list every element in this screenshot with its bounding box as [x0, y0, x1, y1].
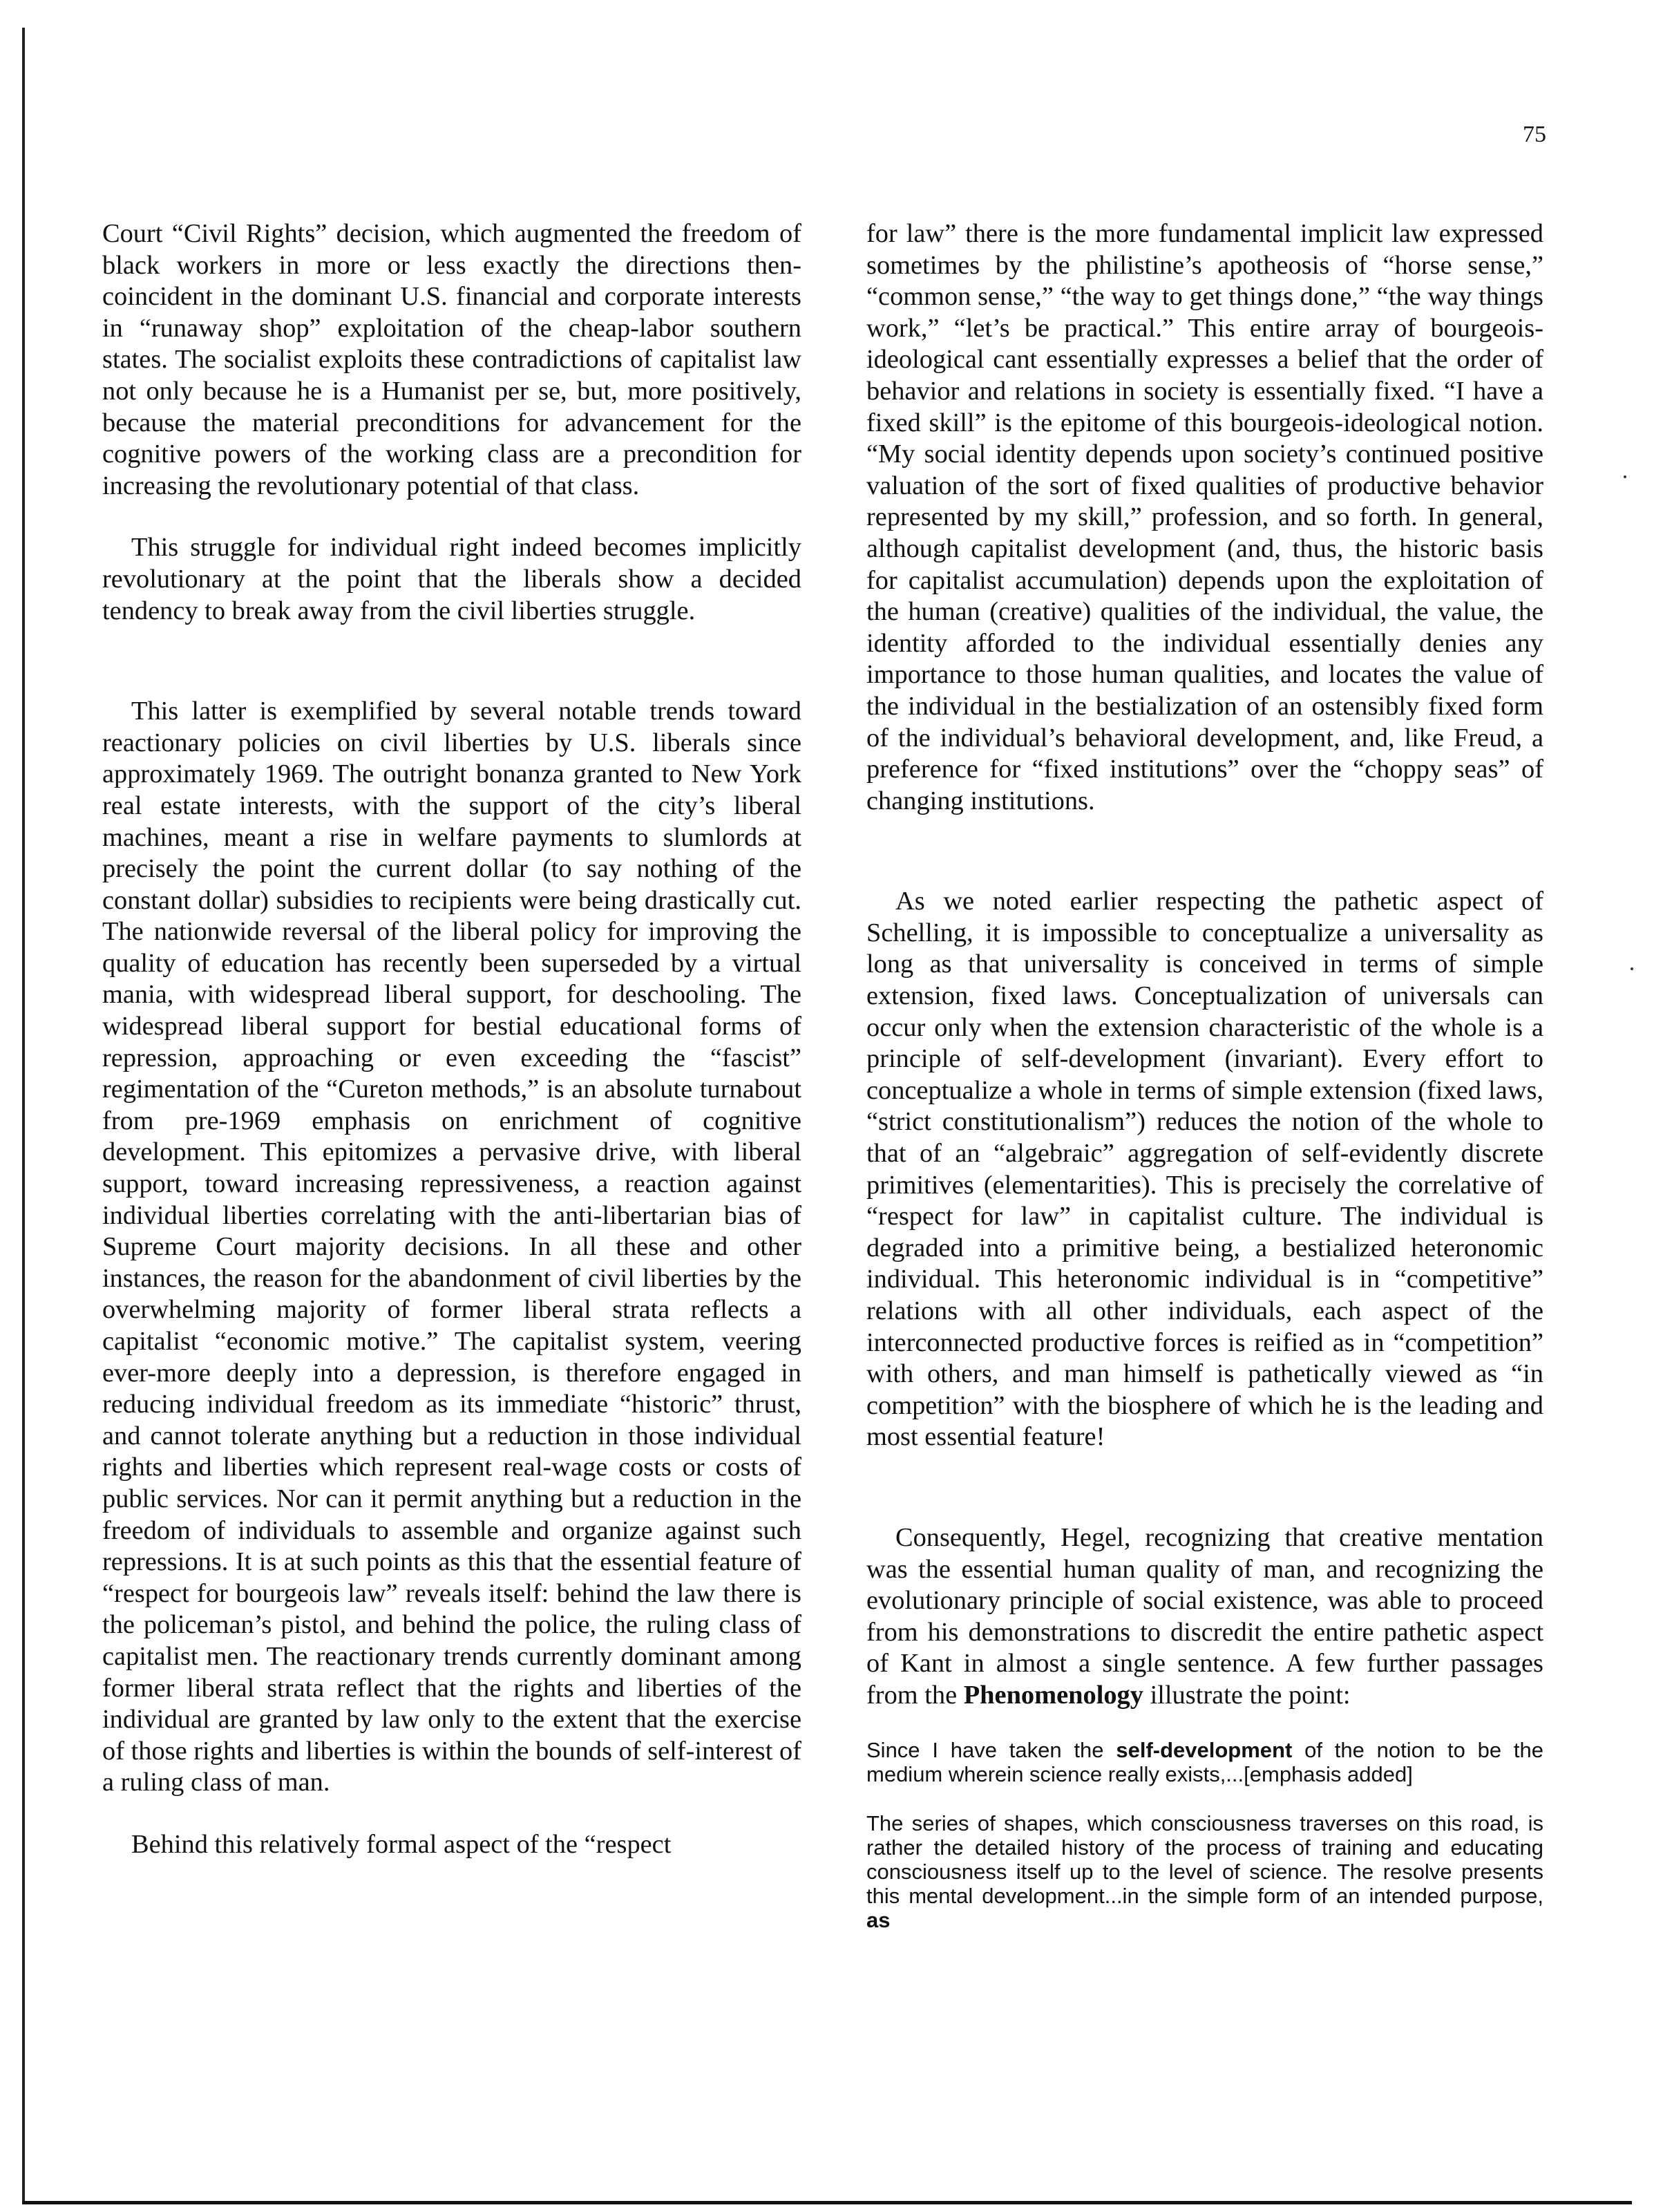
paragraph: As we noted earlier respecting the pathetic aspect of Schelling, it is impossible to conceptualize a universality as long as that universality is conceived in terms of simple extension, fixed laws. Conceptualization of universals can occur only when the extension characteristic of the whole is a principle of self-development (invariant). Every effort to conceptualize a whole in terms of simple extension (fixed laws, “strict constitutionalism”) reduces the notion of the whole to that of an “algebraic” aggregation of self-evidently discrete primitives (elementarities). This is precisely the correlative of “respect for law” in capitalist culture. The individual is degraded into a primitive being, a bestialized heteronomic individual. This heteronomic individual is in “competitive” relations with all other individuals, each aspect of the interconnected productive forces is reified as in “competition” with others, and man himself is pathetically viewed as “in competition” with the biosphere of which he is the leading and most essential feature! — [866, 887, 1543, 1452]
block-quote — [866, 1811, 1543, 1932]
page-number: 75 — [1523, 122, 1546, 147]
paragraph — [866, 1522, 1543, 1712]
page-edge-rule — [22, 28, 25, 2204]
paragraph: This latter is exemplified by several notable trends toward reactionary policies on civil liberties by U.S. liberals since approximately 1969. The outright bonanza granted to New York real estate interests, with the support of the city’s liberal machines, meant a rise in welfare payments to slumlords at precisely the point the current dollar (to say nothing of the constant dollar) subsidies to recipients were being drastically cut. The nationwide reversal of the liberal policy for improving the quality of education has recently been superseded by a virtual mania, with widespread liberal support, for deschooling. The widespread liberal support for bestial educational forms of repression, approaching or even exceeding the “fascist” regimentation of the “Cureton methods,” is an absolute turnabout from pre-1969 emphasis on enrichment of cognitive development. This epitomizes a pervasive drive, with liberal support, toward increasing repressiveness, a reaction against individual liberties correlating with the anti-libertarian bias of Supreme Court majority decisions. In all these and other instances, the reason for the abandonment of civil liberties by the overwhelming majority of former liberal strata reflects a capitalist “economic motive.” The capitalist system, veering ever-more deeply into a depression, is therefore engaged in reducing individual freedom as its immediate “historic” thrust, and cannot tolerate anything but a reduction in those individual rights and liberties which represent real-wage costs or costs of public services. Nor can it permit anything but a reduction in the freedom of individuals to assemble and organize against such repressions. It is at such points as this that the essential feature of “respect for bourgeois law” reveals itself: behind the law there is the policeman’s pistol, and behind the police, the ruling class of capitalist men. The reactionary trends currently dominant among former liberal strata reflect that the rights and liberties of the individual are granted by law only to the extent that the exercise of those rights and liberties is within the bounds of self-interest of a ruling class of man. — [102, 697, 801, 1797]
quote-text: Since I have taken the — [866, 1737, 1104, 1762]
paragraph: Court “Civil Rights” decision, which augmented the freedom of black workers in more or less exactly the directions then-coincident in the dominant U.S. financial and corporate interests in “runaway shop” exploitation of the cheap-labor southern states. The socialist exploits these contradictions of capitalist law not only because he is a Humanist per se, but, more positively, because the material preconditions for advancement for the cognitive powers of the working class are a precondition for increasing the revolutionary potential of that class. — [102, 219, 801, 500]
paragraph: for law” there is the more fundamental implicit law expressed sometimes by the philistine’s apotheosis of “horse sense,” “common sense,” “the way to get things done,” “the way things work,” “let’s be practical.” This entire array of bourgeois-ideological cant essentially expresses a belief that the order of behavior and relations in society is essentially fixed. “I have a fixed skill” is the epitome of this bourgeois-ideological notion. “My social identity depends upon society’s continued positive valuation of the sort of fixed qualities of productive behavior represented by my skill,” profession, and so forth. In general, although capitalist development (and, thus, the historic basis for capitalist accumulation) depends upon the exploitation of the human (creative) qualities of the individual, the value, the identity afforded to the individual essentially denies any importance to those human qualities, and locates the value of the individual in the bestialization of an ostensibly fixed form of the individual’s behavioral development, and, like Freud, a preference for “fixed institutions” over the “choppy seas” of changing institutions. — [866, 219, 1543, 815]
paragraph: Behind this relatively formal aspect of the “respect — [131, 1829, 672, 1859]
paragraph-text: Consequently, Hegel, recognizing that creative mentation was the essential human quality of man, and recognizing the evolutionary principle of social existence, was able to proceed from his demonstrations to discredit the entire pathetic aspect of Kant in almost a single sentence. A few further passages from the — [866, 1522, 1543, 1710]
left-column — [102, 218, 801, 1861]
emphasized-term: self-development — [1116, 1737, 1293, 1762]
emphasized-term: as — [866, 1907, 891, 1932]
scan-speck — [1624, 475, 1626, 478]
paragraph: This struggle for individual right indeed becomes implicitly revolutionary at the point that the liberals show a decided tendency to break away from the civil liberties struggle. — [102, 533, 801, 625]
right-column — [866, 218, 1543, 1932]
quote-text: of the notion to be the medium wherein science really exists,...[emphasis added] — [866, 1737, 1543, 1786]
book-title: Phenomenology — [963, 1680, 1143, 1710]
scan-speck — [1631, 967, 1633, 970]
quote-text: The series of shapes, which consciousness traverses on this road, is rather the detailed history of the process of training and educating consciousness itself up to the level of science. The resolve presents this mental development...in the simple form of an intended purpose, — [866, 1811, 1543, 1908]
page-bottom-rule — [22, 2201, 1632, 2204]
block-quote — [866, 1738, 1543, 1786]
paragraph-text: illustrate the point: — [1150, 1680, 1351, 1710]
